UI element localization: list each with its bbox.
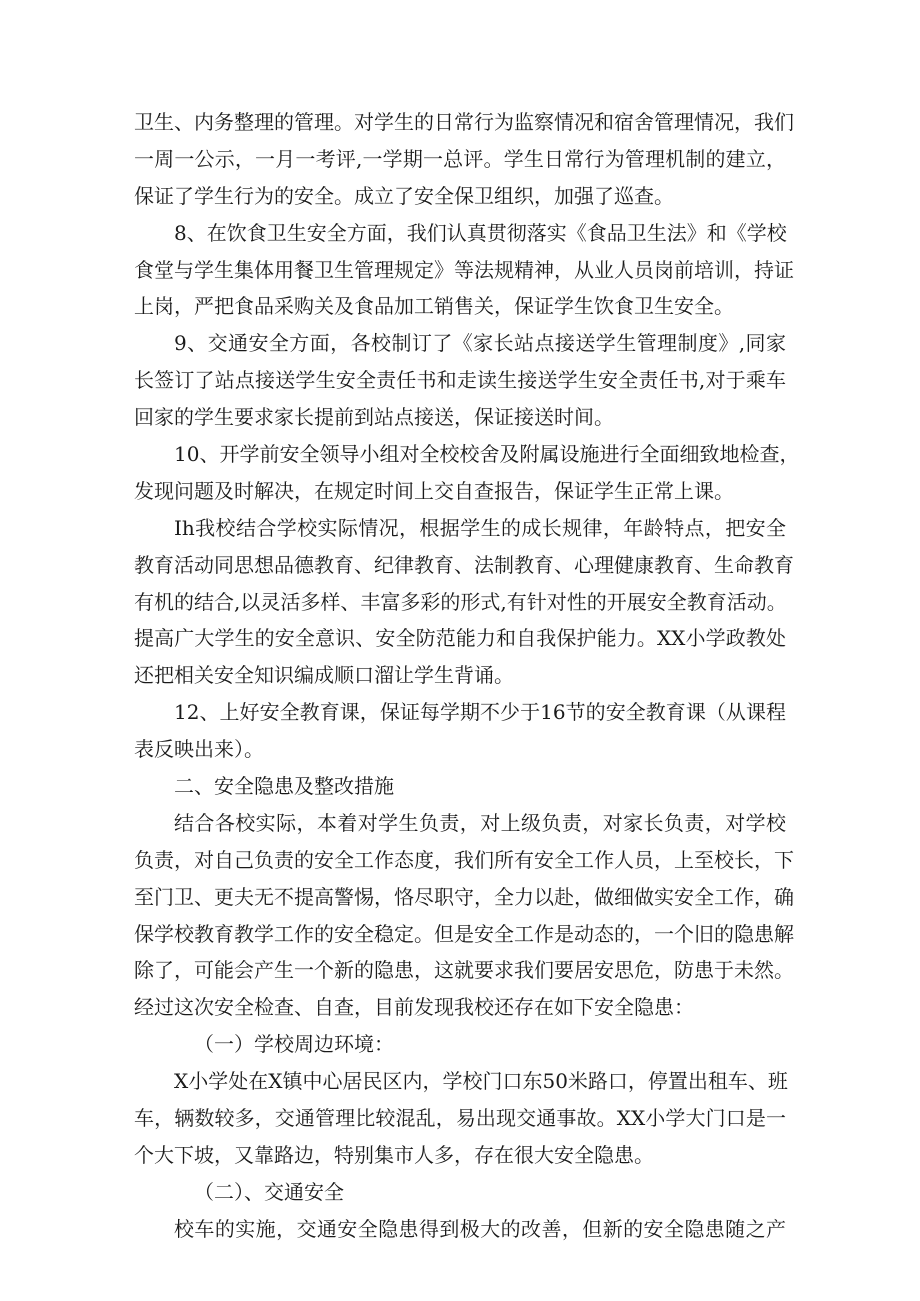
text-line: 12、上好安全教育课，保证每学期不少于16节的安全教育课（从课程 bbox=[174, 700, 786, 725]
text-line: 提高广大学生的安全意识、安全防范能力和自我保护能力。XX小学政教处 bbox=[134, 626, 786, 651]
text-line: 上岗，严把食品采购关及食品加工销售关，保证学生饮食卫生安全。 bbox=[134, 294, 734, 319]
text-line: 表反映出来）。 bbox=[134, 737, 264, 762]
text-line: 结合各校实际，本着对学生负责，对上级负责，对家长负责，对学校 bbox=[174, 810, 786, 835]
text-line: 回家的学生要求家长提前到站点接送，保证接送时间。 bbox=[134, 405, 614, 430]
text-line: 10、开学前安全领导小组对全校校舍及附属设施进行全面细致地检查， bbox=[174, 442, 800, 467]
text-line: 一周一公示，一月一考评,一学期一总评。学生日常行为管理机制的建立， bbox=[134, 146, 786, 171]
text-line: 负责，对自己负责的安全工作态度，我们所有安全工作人员，上至校长，下 bbox=[134, 847, 794, 872]
text-line: X小学处在X镇中心居民区内，学校门口东50米路口，停置出租车、班 bbox=[174, 1069, 788, 1094]
text-line: 有机的结合,以灵活多样、丰富多彩的形式,有针对性的开展安全教育活动。 bbox=[134, 589, 787, 614]
text-line: 校车的实施，交通安全隐患得到极大的改善，但新的安全隐患随之产 bbox=[174, 1216, 786, 1241]
text-line: （一）学校周边环境： bbox=[194, 1032, 394, 1057]
text-line: 卫生、内务整理的管理。对学生的日常行为监察情况和宿舍管理情况，我们 bbox=[134, 110, 794, 134]
text-line: （二）、交通安全 bbox=[194, 1179, 344, 1204]
text-line: 发现问题及时解决，在规定时间上交自查报告，保证学生正常上课。 bbox=[134, 478, 734, 503]
text-line: 还把相关安全知识编成顺口溜让学生背诵。 bbox=[134, 663, 514, 688]
text-line: 个大下坡，又靠路边，特别集市人多，存在很大安全隐患。 bbox=[134, 1142, 654, 1167]
text-line: 食堂与学生集体用餐卫生管理规定》等法规精神，从业人员岗前培训，持证 bbox=[134, 257, 794, 282]
text-line: 保证了学生行为的安全。成立了安全保卫组织，加强了巡查。 bbox=[134, 183, 674, 208]
text-line: 9、交通安全方面，各校制订了《家长站点接送学生管理制度》,同家 bbox=[174, 331, 786, 356]
text-line: 至门卫、更夫无不提高警惕，恪尽职守，全力以赴，做细做实安全工作，确 bbox=[134, 884, 794, 909]
text-line: 长签订了站点接送学生安全责任书和走读生接送学生安全责任书,对于乘车 bbox=[134, 368, 786, 393]
document-body bbox=[134, 104, 800, 1248]
text-line: 教育活动同思想品德教育、纪律教育、法制教育、心理健康教育、生命教育 bbox=[134, 552, 794, 577]
text-line: 除了，可能会产生一个新的隐患，这就要求我们要居安思危，防患于未然。 bbox=[134, 958, 794, 983]
text-line: 经过这次安全检查、自查，目前发现我校还存在如下安全隐患： bbox=[134, 995, 694, 1020]
text-line: 二、安全隐患及整改措施 bbox=[174, 774, 394, 799]
text-line: 8、在饮食卫生安全方面，我们认真贯彻落实《食品卫生法》和《学校 bbox=[174, 220, 787, 245]
text-line: Ih我校结合学校实际情况，根据学生的成长规律，年龄特点，把安全 bbox=[174, 515, 786, 540]
text-line: 车，辆数较多，交通管理比较混乱，易出现交通事故。XX小学大门口是一 bbox=[134, 1106, 786, 1131]
text-line: 保学校教育教学工作的安全稳定。但是安全工作是动态的，一个旧的隐患解 bbox=[134, 921, 794, 946]
